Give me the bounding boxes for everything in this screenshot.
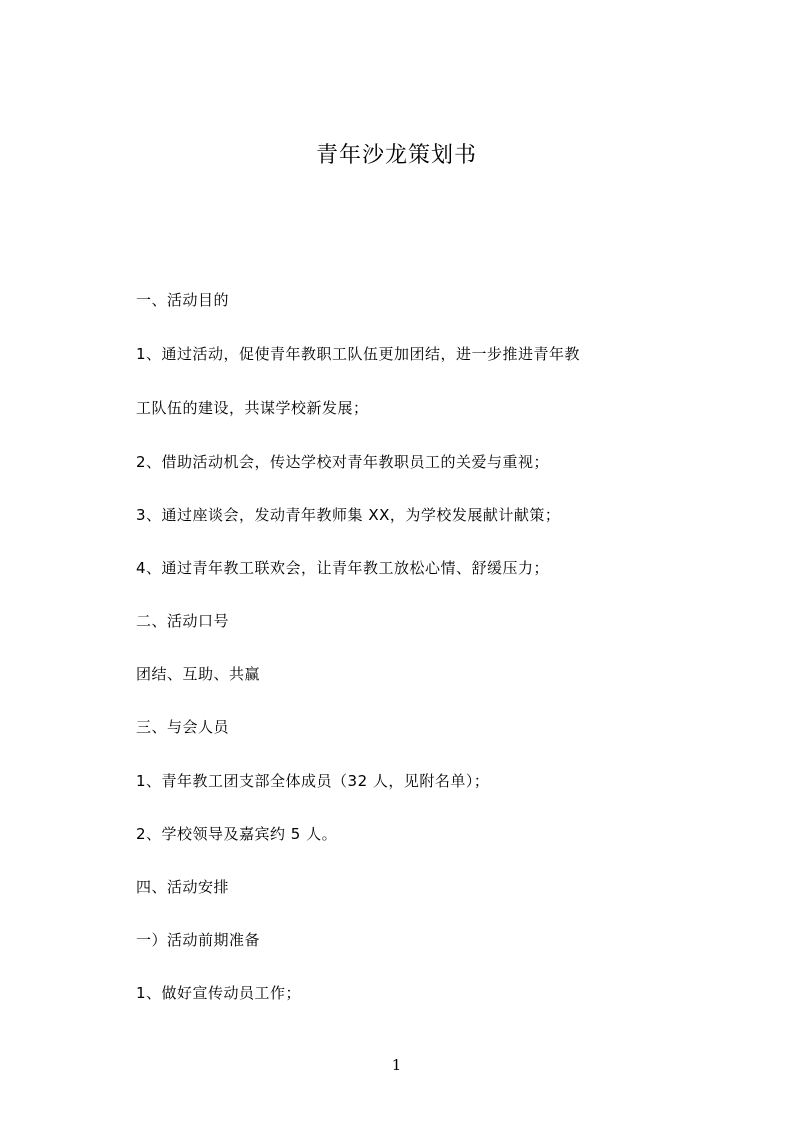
paragraph-line: 3、通过座谈会，发动青年教师集 XX，为学校发展献计献策；: [136, 506, 561, 524]
section-heading-attendees: 三、与会人员: [136, 718, 230, 736]
document-title: 青年沙龙策划书: [315, 143, 477, 168]
page-number: 1: [391, 1056, 402, 1074]
paragraph-line: 工队伍的建设，共谋学校新发展；: [136, 399, 369, 417]
paragraph-line: 1、做好宣传动员工作；: [136, 984, 302, 1002]
paragraph-line: 1、通过活动，促使青年教职工队伍更加团结，进一步推进青年教: [136, 345, 581, 363]
section-heading-arrangement: 四、活动安排: [136, 878, 230, 896]
paragraph-line: 2、学校领导及嘉宾约 5 人。: [136, 825, 338, 843]
paragraph-line: 1、青年教工团支部全体成员（32 人，见附名单）；: [136, 772, 490, 790]
paragraph-line: 4、通过青年教工联欢会，让青年教工放松心情、舒缓压力；: [136, 559, 550, 577]
subsection-heading-preparation: 一）活动前期准备: [136, 931, 261, 949]
section-heading-purpose: 一、活动目的: [136, 291, 230, 309]
section-heading-slogan: 二、活动口号: [136, 612, 230, 630]
paragraph-line: 团结、互助、共赢: [136, 665, 261, 683]
paragraph-line: 2、借助活动机会，传达学校对青年教职员工的关爱与重视；: [136, 453, 550, 471]
